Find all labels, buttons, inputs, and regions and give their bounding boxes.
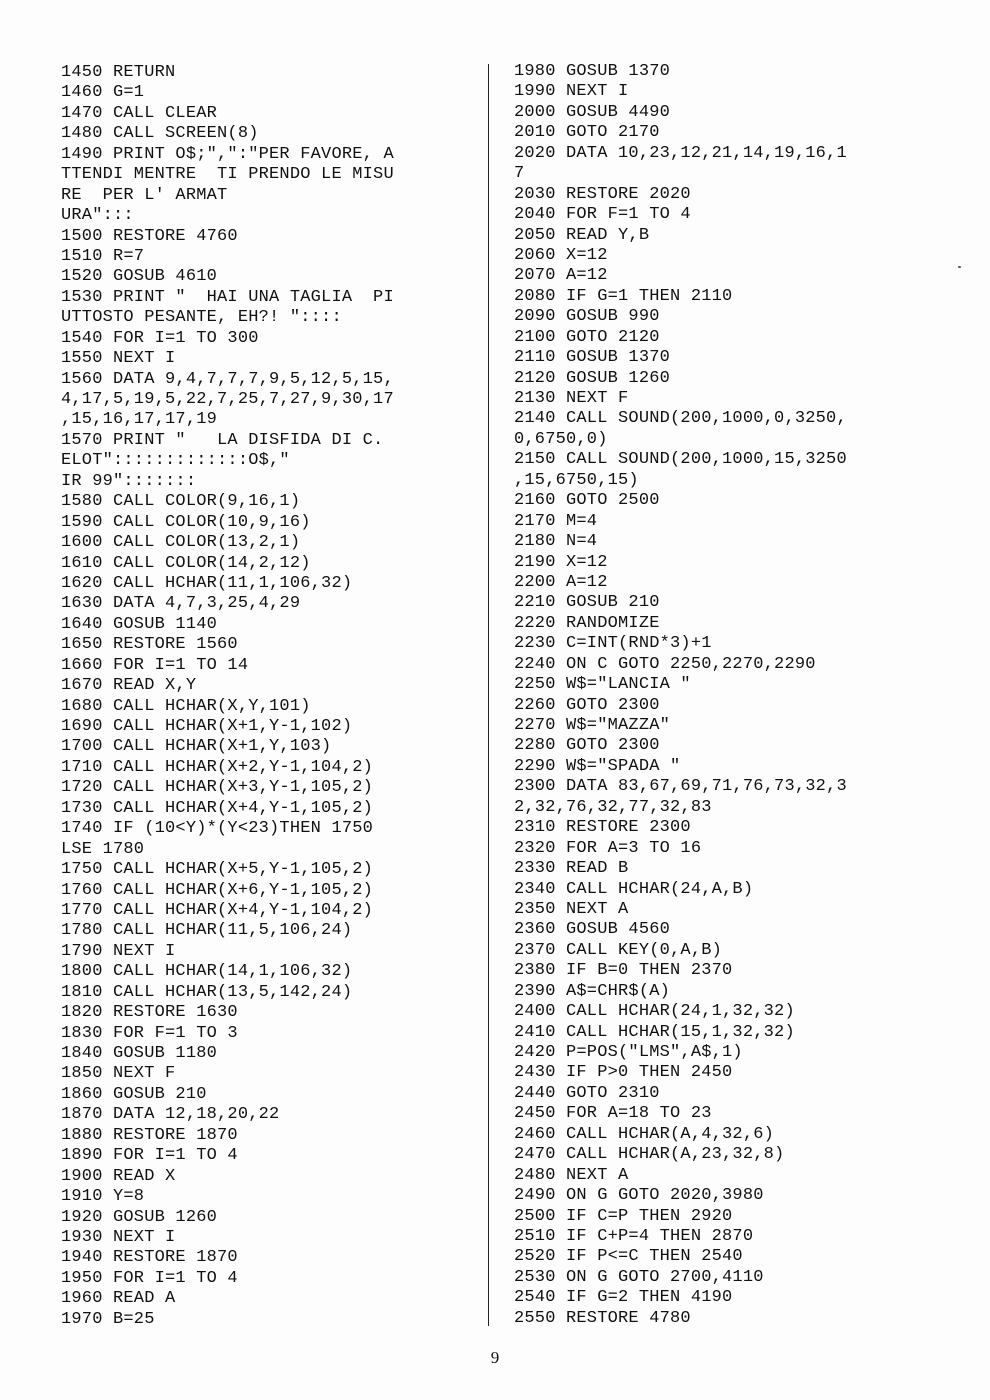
code-line: 2010 GOTO 2170: [514, 123, 660, 143]
code-line: 1790 NEXT I: [61, 941, 176, 961]
code-line: 2120 GOSUB 1260: [514, 368, 671, 388]
code-line: ,15,16,17,17,19: [61, 410, 218, 430]
code-line: 0,6750,0): [514, 429, 608, 449]
code-line: 1600 CALL COLOR(13,2,1): [61, 533, 301, 553]
code-line: 1990 NEXT I: [514, 82, 629, 102]
code-line: 2390 A$=CHR$(A): [514, 981, 671, 1001]
code-line: 2490 ON G GOTO 2020,3980: [514, 1186, 764, 1206]
code-line: 1620 CALL HCHAR(11,1,106,32): [61, 573, 353, 593]
page-number: 9: [490, 1348, 500, 1367]
code-line: 2480 NEXT A: [514, 1165, 629, 1185]
scan-speck: [958, 266, 961, 268]
code-line: 2410 CALL HCHAR(15,1,32,32): [514, 1022, 795, 1042]
code-line: 1850 NEXT F: [61, 1064, 176, 1084]
code-line: 2340 CALL HCHAR(24,A,B): [514, 879, 754, 899]
code-line: 1590 CALL COLOR(10,9,16): [61, 512, 311, 532]
code-line: 2400 CALL HCHAR(24,1,32,32): [514, 1002, 795, 1022]
code-line: 2020 DATA 10,23,12,21,14,19,16,1: [514, 143, 847, 163]
code-line: 2470 CALL HCHAR(A,23,32,8): [514, 1145, 785, 1165]
code-line: 2060 X=12: [514, 245, 608, 265]
code-line: 1570 PRINT " LA DISFIDA DI C.: [61, 430, 384, 450]
code-line: 2290 W$="SPADA ": [514, 756, 681, 776]
code-line: 2080 IF G=1 THEN 2110: [514, 286, 733, 306]
code-line: 2500 IF C=P THEN 2920: [514, 1206, 733, 1226]
code-line: 2260 GOTO 2300: [514, 695, 660, 715]
code-line: 1700 CALL HCHAR(X+1,Y,103): [61, 737, 332, 757]
code-line: 1770 CALL HCHAR(X+4,Y-1,104,2): [61, 900, 374, 920]
code-line: 2230 C=INT(RND*3)+1: [514, 634, 712, 654]
code-line: 2090 GOSUB 990: [514, 307, 660, 327]
code-line: 2190 X=12: [514, 552, 608, 572]
code-column-right: [514, 62, 934, 1329]
code-line: 1830 FOR F=1 TO 3: [61, 1023, 238, 1043]
code-line: 1490 PRINT O$;",":"PER FAVORE, A: [61, 144, 394, 164]
code-line: 2150 CALL SOUND(200,1000,15,3250: [514, 450, 847, 470]
code-line: 1750 CALL HCHAR(X+5,Y-1,105,2): [61, 860, 374, 880]
code-line: 1720 CALL HCHAR(X+3,Y-1,105,2): [61, 778, 374, 798]
code-line: 2350 NEXT A: [514, 899, 629, 919]
code-line: 1940 RESTORE 1870: [61, 1248, 238, 1268]
code-line: 1540 FOR I=1 TO 300: [61, 328, 259, 348]
code-line: 1870 DATA 12,18,20,22: [61, 1105, 280, 1125]
code-line: 2,32,76,32,77,32,83: [514, 797, 712, 817]
code-line: 2000 GOSUB 4490: [514, 102, 671, 122]
code-line: 2550 RESTORE 4780: [514, 1308, 691, 1328]
code-line: 1650 RESTORE 1560: [61, 635, 238, 655]
code-line: 2430 IF P>0 THEN 2450: [514, 1063, 733, 1083]
code-line: 1890 FOR I=1 TO 4: [61, 1146, 238, 1166]
code-line: 2210 GOSUB 210: [514, 593, 660, 613]
code-line: 2130 NEXT F: [514, 389, 629, 408]
code-line: 2180 N=4: [514, 532, 598, 552]
code-line: RE PER L' ARMAT: [61, 185, 228, 205]
code-line: 1820 RESTORE 1630: [61, 1003, 238, 1023]
code-line: 1950 FOR I=1 TO 4: [61, 1268, 238, 1288]
code-line: 1920 GOSUB 1260: [61, 1207, 218, 1227]
code-line: 1580 CALL COLOR(9,16,1): [61, 492, 301, 512]
code-line: 2300 DATA 83,67,69,71,76,73,32,3: [514, 777, 847, 797]
column-divider: [488, 64, 489, 1326]
code-line: 2220 RANDOMIZE: [514, 613, 660, 633]
code-line: 1910 Y=8: [61, 1187, 145, 1207]
code-line: 1660 FOR I=1 TO 14: [61, 655, 249, 675]
code-line: 1860 GOSUB 210: [61, 1084, 207, 1104]
code-line: 1680 CALL HCHAR(X,Y,101): [61, 696, 311, 716]
code-line: 2440 GOTO 2310: [514, 1083, 660, 1103]
code-line: 4,17,5,19,5,22,7,25,7,27,9,30,17: [61, 390, 394, 409]
code-line: 1970 B=25: [61, 1309, 155, 1329]
code-line: 2240 ON C GOTO 2250,2270,2290: [514, 654, 816, 674]
code-line: 1840 GOSUB 1180: [61, 1044, 218, 1063]
code-line: 1900 READ X: [61, 1166, 176, 1186]
code-line: 1810 CALL HCHAR(13,5,142,24): [61, 982, 353, 1002]
code-line: 1610 CALL COLOR(14,2,12): [61, 553, 311, 573]
code-line: 1760 CALL HCHAR(X+6,Y-1,105,2): [61, 880, 374, 900]
code-line: UTTOSTO PESANTE, EH?! "::::: [61, 308, 342, 328]
code-line: 2140 CALL SOUND(200,1000,0,3250,: [514, 409, 847, 429]
code-line: 2360 GOSUB 4560: [514, 920, 671, 940]
code-line: IR 99":::::::: [61, 471, 197, 491]
code-line: 1470 CALL CLEAR: [61, 103, 218, 123]
code-line: 2200 A=12: [514, 572, 608, 592]
code-line: 2110 GOSUB 1370: [514, 348, 671, 368]
code-line: 1730 CALL HCHAR(X+4,Y-1,105,2): [61, 798, 374, 818]
code-line: 1550 NEXT I: [61, 349, 176, 369]
code-line: 2280 GOTO 2300: [514, 736, 660, 756]
code-line: 1880 RESTORE 1870: [61, 1125, 238, 1145]
code-line: 2070 A=12: [514, 266, 608, 286]
code-line: 1640 GOSUB 1140: [61, 614, 218, 634]
code-line: 1740 IF (10<Y)*(Y<23)THEN 1750: [61, 819, 374, 839]
code-line: 1450 RETURN: [61, 63, 176, 82]
code-line: 1530 PRINT " HAI UNA TAGLIA PI: [61, 287, 394, 307]
code-line: 1710 CALL HCHAR(X+2,Y-1,104,2): [61, 757, 374, 777]
code-line: 2050 READ Y,B: [514, 225, 650, 245]
code-line: 1930 NEXT I: [61, 1227, 176, 1247]
code-line: 2320 FOR A=3 TO 16: [514, 838, 702, 858]
code-line: 2530 ON G GOTO 2700,4110: [514, 1267, 764, 1287]
code-line: 2450 FOR A=18 TO 23: [514, 1104, 712, 1124]
code-line: 1980 GOSUB 1370: [514, 62, 671, 81]
code-line: 2160 GOTO 2500: [514, 491, 660, 511]
code-line: 2270 W$="MAZZA": [514, 716, 671, 735]
code-line: 2420 P=POS("LMS",A$,1): [514, 1043, 743, 1062]
code-line: 2460 CALL HCHAR(A,4,32,6): [514, 1124, 775, 1144]
code-line: 7: [514, 164, 525, 184]
code-line: 1520 GOSUB 4610: [61, 267, 218, 287]
code-line: 1510 R=7: [61, 246, 145, 266]
code-line: 2370 CALL KEY(0,A,B): [514, 940, 723, 960]
code-line: 1560 DATA 9,4,7,7,7,9,5,12,5,15,: [61, 369, 394, 389]
code-line: 2310 RESTORE 2300: [514, 818, 691, 838]
code-line: 1690 CALL HCHAR(X+1,Y-1,102): [61, 717, 353, 736]
code-line: 2510 IF C+P=4 THEN 2870: [514, 1226, 754, 1246]
code-line: 2170 M=4: [514, 511, 598, 531]
code-line: 1800 CALL HCHAR(14,1,106,32): [61, 962, 353, 982]
code-line: 2380 IF B=0 THEN 2370: [514, 961, 733, 981]
code-line: ,15,6750,15): [514, 470, 639, 490]
code-line: 2540 IF G=2 THEN 4190: [514, 1288, 733, 1308]
code-line: 1480 CALL SCREEN(8): [61, 124, 259, 144]
code-line: 1500 RESTORE 4760: [61, 226, 238, 246]
code-line: 1460 G=1: [61, 83, 145, 103]
code-line: 2250 W$="LANCIA ": [514, 675, 691, 695]
code-line: ELOT":::::::::::::O$,": [61, 451, 290, 471]
code-line: 2030 RESTORE 2020: [514, 184, 691, 204]
code-line: 1670 READ X,Y: [61, 676, 197, 696]
code-column-left: [61, 63, 471, 1330]
code-line: TTENDI MENTRE TI PRENDO LE MISU: [61, 165, 394, 185]
code-line: 1960 READ A: [61, 1289, 176, 1309]
code-line: URA":::: [61, 206, 134, 226]
code-line: 1780 CALL HCHAR(11,5,106,24): [61, 921, 353, 941]
code-line: LSE 1780: [61, 839, 145, 859]
code-line: 2040 FOR F=1 TO 4: [514, 205, 691, 225]
code-line: 2100 GOTO 2120: [514, 327, 660, 347]
code-line: 2330 READ B: [514, 859, 629, 879]
code-line: 2520 IF P<=C THEN 2540: [514, 1247, 743, 1267]
code-line: 1630 DATA 4,7,3,25,4,29: [61, 594, 301, 614]
